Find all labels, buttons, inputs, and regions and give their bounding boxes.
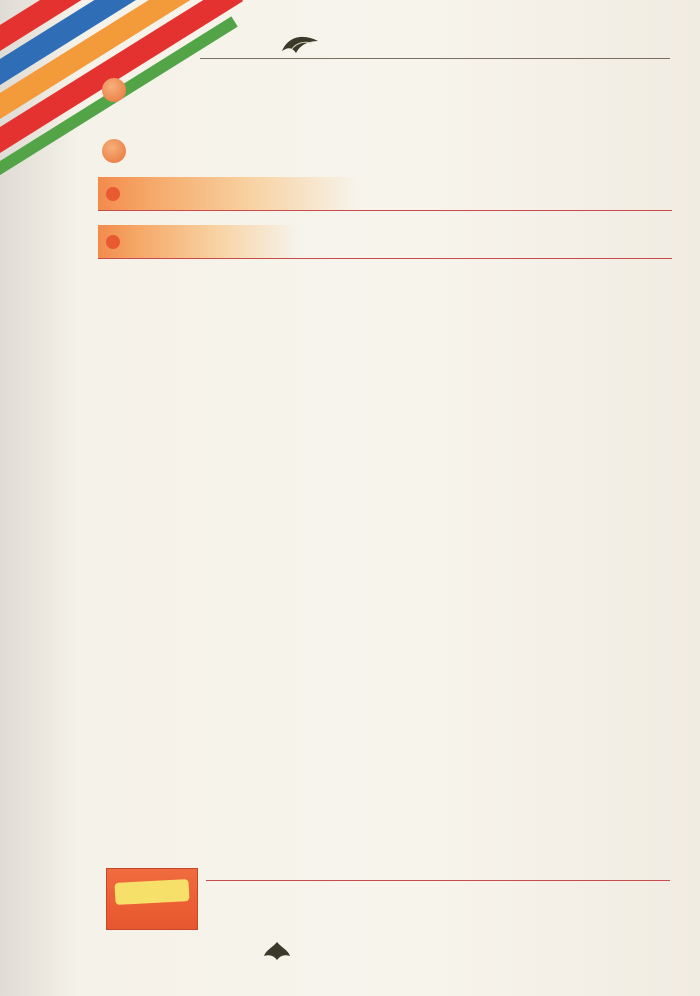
discuss-banner [98, 225, 672, 259]
level-4-heading [102, 139, 672, 163]
main-content [102, 64, 672, 269]
footer-ornament-icon [262, 940, 292, 962]
leaf-ornament-icon [278, 31, 322, 57]
bullet-dot-icon [106, 235, 120, 249]
project-rule [206, 880, 670, 881]
level-4-badge [102, 139, 126, 163]
bullet-dot-icon [106, 187, 120, 201]
groups-banner [98, 177, 672, 211]
level-3-badge [102, 78, 126, 102]
footer-banner [0, 960, 700, 996]
portfolio-badge [106, 868, 198, 930]
level-3-heading [102, 78, 672, 102]
question-item [102, 110, 672, 127]
header-rule [200, 58, 670, 59]
page-header [278, 30, 330, 58]
